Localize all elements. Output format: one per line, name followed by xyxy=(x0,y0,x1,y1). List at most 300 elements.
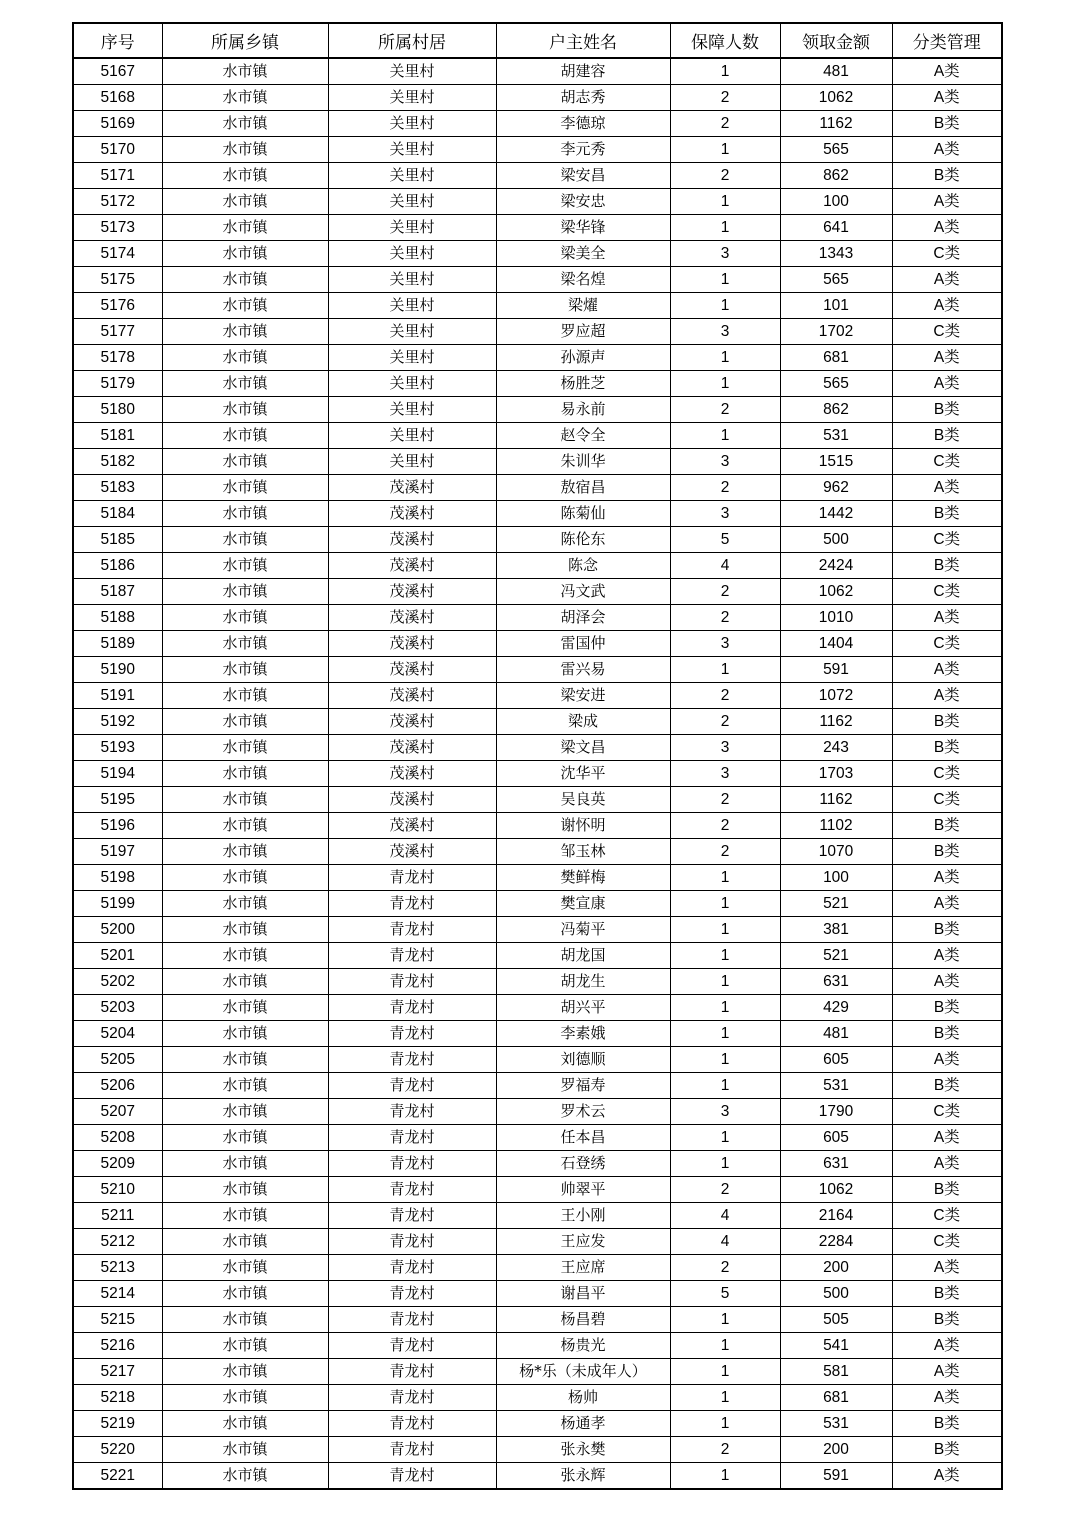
cell-village: 关里村 xyxy=(328,345,496,371)
cell-village: 茂溪村 xyxy=(328,657,496,683)
cell-category: A类 xyxy=(892,1359,1002,1385)
cell-category: B类 xyxy=(892,917,1002,943)
cell-index: 5215 xyxy=(73,1307,162,1333)
header-village: 所属村居 xyxy=(328,23,496,58)
cell-covered-persons: 1 xyxy=(670,657,780,683)
cell-covered-persons: 2 xyxy=(670,787,780,813)
cell-covered-persons: 2 xyxy=(670,605,780,631)
cell-village: 青龙村 xyxy=(328,1437,496,1463)
table-row xyxy=(73,891,1002,917)
cell-township: 水市镇 xyxy=(162,839,328,865)
cell-index: 5195 xyxy=(73,787,162,813)
cell-index: 5171 xyxy=(73,163,162,189)
cell-amount: 381 xyxy=(780,917,892,943)
cell-township: 水市镇 xyxy=(162,449,328,475)
cell-household-head: 胡泽会 xyxy=(496,605,670,631)
cell-covered-persons: 1 xyxy=(670,1359,780,1385)
cell-category: A类 xyxy=(892,605,1002,631)
cell-index: 5174 xyxy=(73,241,162,267)
cell-amount: 681 xyxy=(780,1385,892,1411)
cell-covered-persons: 1 xyxy=(670,1411,780,1437)
cell-amount: 565 xyxy=(780,267,892,293)
cell-index: 5180 xyxy=(73,397,162,423)
cell-category: C类 xyxy=(892,761,1002,787)
cell-household-head: 敖宿昌 xyxy=(496,475,670,501)
cell-village: 茂溪村 xyxy=(328,527,496,553)
table-row xyxy=(73,293,1002,319)
cell-covered-persons: 1 xyxy=(670,293,780,319)
cell-covered-persons: 5 xyxy=(670,527,780,553)
cell-amount: 101 xyxy=(780,293,892,319)
cell-household-head: 杨帅 xyxy=(496,1385,670,1411)
cell-index: 5196 xyxy=(73,813,162,839)
cell-amount: 962 xyxy=(780,475,892,501)
cell-covered-persons: 2 xyxy=(670,397,780,423)
cell-household-head: 胡龙国 xyxy=(496,943,670,969)
cell-index: 5170 xyxy=(73,137,162,163)
cell-township: 水市镇 xyxy=(162,215,328,241)
cell-township: 水市镇 xyxy=(162,1151,328,1177)
cell-covered-persons: 5 xyxy=(670,1281,780,1307)
cell-village: 茂溪村 xyxy=(328,709,496,735)
cell-village: 关里村 xyxy=(328,293,496,319)
cell-village: 青龙村 xyxy=(328,1229,496,1255)
table-row xyxy=(73,969,1002,995)
cell-township: 水市镇 xyxy=(162,241,328,267)
cell-covered-persons: 3 xyxy=(670,449,780,475)
cell-amount: 100 xyxy=(780,865,892,891)
cell-amount: 591 xyxy=(780,657,892,683)
table-row xyxy=(73,137,1002,163)
cell-village: 关里村 xyxy=(328,319,496,345)
cell-household-head: 李德琼 xyxy=(496,111,670,137)
header-category: 分类管理 xyxy=(892,23,1002,58)
cell-covered-persons: 1 xyxy=(670,1463,780,1490)
cell-amount: 2164 xyxy=(780,1203,892,1229)
cell-village: 关里村 xyxy=(328,215,496,241)
cell-amount: 1062 xyxy=(780,579,892,605)
cell-amount: 505 xyxy=(780,1307,892,1333)
cell-index: 5206 xyxy=(73,1073,162,1099)
cell-township: 水市镇 xyxy=(162,423,328,449)
cell-covered-persons: 2 xyxy=(670,839,780,865)
table-row xyxy=(73,267,1002,293)
cell-category: A类 xyxy=(892,1463,1002,1490)
cell-township: 水市镇 xyxy=(162,813,328,839)
cell-category: B类 xyxy=(892,1281,1002,1307)
table-row xyxy=(73,397,1002,423)
cell-index: 5186 xyxy=(73,553,162,579)
cell-amount: 1790 xyxy=(780,1099,892,1125)
cell-township: 水市镇 xyxy=(162,267,328,293)
cell-category: A类 xyxy=(892,137,1002,163)
cell-village: 关里村 xyxy=(328,85,496,111)
cell-township: 水市镇 xyxy=(162,1203,328,1229)
cell-index: 5175 xyxy=(73,267,162,293)
cell-township: 水市镇 xyxy=(162,371,328,397)
table-row xyxy=(73,423,1002,449)
cell-household-head: 王应发 xyxy=(496,1229,670,1255)
cell-village: 茂溪村 xyxy=(328,839,496,865)
cell-index: 5220 xyxy=(73,1437,162,1463)
table-row xyxy=(73,215,1002,241)
cell-township: 水市镇 xyxy=(162,553,328,579)
cell-index: 5187 xyxy=(73,579,162,605)
cell-village: 茂溪村 xyxy=(328,735,496,761)
cell-township: 水市镇 xyxy=(162,137,328,163)
table-row xyxy=(73,449,1002,475)
cell-household-head: 梁文昌 xyxy=(496,735,670,761)
header-township: 所属乡镇 xyxy=(162,23,328,58)
cell-township: 水市镇 xyxy=(162,709,328,735)
cell-category: B类 xyxy=(892,1021,1002,1047)
cell-covered-persons: 1 xyxy=(670,1333,780,1359)
cell-household-head: 胡兴平 xyxy=(496,995,670,1021)
cell-covered-persons: 1 xyxy=(670,267,780,293)
table-row xyxy=(73,111,1002,137)
table-row xyxy=(73,1333,1002,1359)
cell-township: 水市镇 xyxy=(162,1385,328,1411)
cell-index: 5208 xyxy=(73,1125,162,1151)
cell-township: 水市镇 xyxy=(162,111,328,137)
cell-index: 5190 xyxy=(73,657,162,683)
cell-category: C类 xyxy=(892,319,1002,345)
table-row xyxy=(73,163,1002,189)
cell-covered-persons: 4 xyxy=(670,1203,780,1229)
cell-household-head: 张永辉 xyxy=(496,1463,670,1490)
cell-amount: 1062 xyxy=(780,85,892,111)
table-row xyxy=(73,189,1002,215)
cell-category: A类 xyxy=(892,1047,1002,1073)
cell-village: 关里村 xyxy=(328,58,496,85)
cell-village: 青龙村 xyxy=(328,1125,496,1151)
cell-index: 5172 xyxy=(73,189,162,215)
table-row xyxy=(73,501,1002,527)
cell-household-head: 梁美全 xyxy=(496,241,670,267)
cell-covered-persons: 2 xyxy=(670,1437,780,1463)
cell-amount: 1162 xyxy=(780,787,892,813)
cell-household-head: 罗福寿 xyxy=(496,1073,670,1099)
cell-index: 5181 xyxy=(73,423,162,449)
cell-covered-persons: 1 xyxy=(670,137,780,163)
cell-village: 青龙村 xyxy=(328,1359,496,1385)
cell-index: 5200 xyxy=(73,917,162,943)
cell-village: 青龙村 xyxy=(328,1021,496,1047)
table-row xyxy=(73,241,1002,267)
cell-household-head: 冯文武 xyxy=(496,579,670,605)
cell-category: B类 xyxy=(892,735,1002,761)
cell-household-head: 胡建容 xyxy=(496,58,670,85)
table-header-row xyxy=(73,23,1002,58)
cell-category: B类 xyxy=(892,1411,1002,1437)
cell-household-head: 张永樊 xyxy=(496,1437,670,1463)
cell-category: A类 xyxy=(892,189,1002,215)
cell-amount: 1072 xyxy=(780,683,892,709)
cell-covered-persons: 1 xyxy=(670,58,780,85)
cell-village: 茂溪村 xyxy=(328,683,496,709)
cell-covered-persons: 1 xyxy=(670,423,780,449)
cell-household-head: 樊鲜梅 xyxy=(496,865,670,891)
table-row xyxy=(73,761,1002,787)
cell-village: 关里村 xyxy=(328,111,496,137)
cell-township: 水市镇 xyxy=(162,995,328,1021)
cell-amount: 541 xyxy=(780,1333,892,1359)
cell-index: 5176 xyxy=(73,293,162,319)
cell-category: C类 xyxy=(892,1203,1002,1229)
cell-category: C类 xyxy=(892,631,1002,657)
cell-covered-persons: 2 xyxy=(670,813,780,839)
cell-township: 水市镇 xyxy=(162,1411,328,1437)
cell-township: 水市镇 xyxy=(162,761,328,787)
cell-covered-persons: 1 xyxy=(670,969,780,995)
cell-category: B类 xyxy=(892,1437,1002,1463)
cell-household-head: 雷兴易 xyxy=(496,657,670,683)
table-row xyxy=(73,1047,1002,1073)
cell-household-head: 冯菊平 xyxy=(496,917,670,943)
cell-category: C类 xyxy=(892,579,1002,605)
cell-village: 关里村 xyxy=(328,449,496,475)
cell-covered-persons: 2 xyxy=(670,1177,780,1203)
cell-household-head: 梁华锋 xyxy=(496,215,670,241)
table-row xyxy=(73,631,1002,657)
cell-household-head: 陈伦东 xyxy=(496,527,670,553)
cell-household-head: 赵令全 xyxy=(496,423,670,449)
cell-covered-persons: 3 xyxy=(670,241,780,267)
cell-index: 5194 xyxy=(73,761,162,787)
cell-village: 茂溪村 xyxy=(328,579,496,605)
cell-category: B类 xyxy=(892,1307,1002,1333)
cell-household-head: 杨*乐（未成年人） xyxy=(496,1359,670,1385)
cell-township: 水市镇 xyxy=(162,917,328,943)
cell-township: 水市镇 xyxy=(162,579,328,605)
cell-amount: 1102 xyxy=(780,813,892,839)
cell-index: 5219 xyxy=(73,1411,162,1437)
cell-category: A类 xyxy=(892,943,1002,969)
cell-village: 茂溪村 xyxy=(328,553,496,579)
cell-village: 青龙村 xyxy=(328,1411,496,1437)
cell-township: 水市镇 xyxy=(162,1255,328,1281)
cell-household-head: 梁安昌 xyxy=(496,163,670,189)
table-row xyxy=(73,527,1002,553)
cell-household-head: 谢昌平 xyxy=(496,1281,670,1307)
cell-village: 青龙村 xyxy=(328,1099,496,1125)
cell-household-head: 梁安进 xyxy=(496,683,670,709)
cell-category: C类 xyxy=(892,241,1002,267)
cell-index: 5205 xyxy=(73,1047,162,1073)
cell-household-head: 杨通孝 xyxy=(496,1411,670,1437)
table-row xyxy=(73,1073,1002,1099)
cell-village: 青龙村 xyxy=(328,943,496,969)
cell-township: 水市镇 xyxy=(162,1281,328,1307)
cell-village: 关里村 xyxy=(328,267,496,293)
table-row xyxy=(73,709,1002,735)
cell-township: 水市镇 xyxy=(162,397,328,423)
cell-village: 关里村 xyxy=(328,137,496,163)
cell-township: 水市镇 xyxy=(162,1333,328,1359)
cell-covered-persons: 1 xyxy=(670,1125,780,1151)
cell-township: 水市镇 xyxy=(162,189,328,215)
cell-township: 水市镇 xyxy=(162,85,328,111)
cell-village: 茂溪村 xyxy=(328,475,496,501)
cell-category: B类 xyxy=(892,839,1002,865)
cell-index: 5179 xyxy=(73,371,162,397)
cell-covered-persons: 3 xyxy=(670,1099,780,1125)
table-row xyxy=(73,787,1002,813)
table-row xyxy=(73,839,1002,865)
cell-township: 水市镇 xyxy=(162,345,328,371)
cell-index: 5184 xyxy=(73,501,162,527)
cell-household-head: 石登绣 xyxy=(496,1151,670,1177)
cell-township: 水市镇 xyxy=(162,683,328,709)
cell-covered-persons: 3 xyxy=(670,761,780,787)
table-row xyxy=(73,1021,1002,1047)
cell-category: B类 xyxy=(892,423,1002,449)
cell-village: 茂溪村 xyxy=(328,605,496,631)
cell-category: A类 xyxy=(892,683,1002,709)
cell-household-head: 樊宣康 xyxy=(496,891,670,917)
cell-township: 水市镇 xyxy=(162,943,328,969)
cell-household-head: 王应席 xyxy=(496,1255,670,1281)
cell-index: 5182 xyxy=(73,449,162,475)
cell-covered-persons: 3 xyxy=(670,501,780,527)
table-row xyxy=(73,1229,1002,1255)
cell-village: 青龙村 xyxy=(328,865,496,891)
cell-household-head: 杨昌碧 xyxy=(496,1307,670,1333)
cell-index: 5214 xyxy=(73,1281,162,1307)
cell-category: A类 xyxy=(892,657,1002,683)
cell-village: 青龙村 xyxy=(328,969,496,995)
cell-amount: 200 xyxy=(780,1255,892,1281)
cell-index: 5204 xyxy=(73,1021,162,1047)
cell-township: 水市镇 xyxy=(162,1307,328,1333)
cell-category: A类 xyxy=(892,969,1002,995)
cell-covered-persons: 1 xyxy=(670,345,780,371)
cell-village: 青龙村 xyxy=(328,1385,496,1411)
cell-index: 5193 xyxy=(73,735,162,761)
table-row xyxy=(73,85,1002,111)
header-index: 序号 xyxy=(73,23,162,58)
cell-index: 5211 xyxy=(73,1203,162,1229)
cell-amount: 605 xyxy=(780,1125,892,1151)
cell-index: 5169 xyxy=(73,111,162,137)
cell-household-head: 杨胜芝 xyxy=(496,371,670,397)
table-row xyxy=(73,1255,1002,1281)
cell-household-head: 陈菊仙 xyxy=(496,501,670,527)
cell-amount: 1162 xyxy=(780,111,892,137)
cell-township: 水市镇 xyxy=(162,163,328,189)
cell-index: 5201 xyxy=(73,943,162,969)
cell-township: 水市镇 xyxy=(162,1073,328,1099)
cell-household-head: 刘德顺 xyxy=(496,1047,670,1073)
cell-covered-persons: 1 xyxy=(670,215,780,241)
cell-amount: 531 xyxy=(780,423,892,449)
cell-category: C类 xyxy=(892,527,1002,553)
cell-category: C类 xyxy=(892,449,1002,475)
cell-village: 青龙村 xyxy=(328,1177,496,1203)
cell-village: 关里村 xyxy=(328,241,496,267)
cell-amount: 1442 xyxy=(780,501,892,527)
cell-township: 水市镇 xyxy=(162,631,328,657)
cell-index: 5202 xyxy=(73,969,162,995)
cell-township: 水市镇 xyxy=(162,1177,328,1203)
table-row xyxy=(73,345,1002,371)
cell-index: 5197 xyxy=(73,839,162,865)
data-table xyxy=(72,22,1003,1490)
cell-amount: 1515 xyxy=(780,449,892,475)
cell-village: 茂溪村 xyxy=(328,787,496,813)
cell-category: A类 xyxy=(892,1333,1002,1359)
cell-index: 5189 xyxy=(73,631,162,657)
cell-category: B类 xyxy=(892,163,1002,189)
cell-household-head: 吴良英 xyxy=(496,787,670,813)
cell-covered-persons: 1 xyxy=(670,189,780,215)
cell-index: 5218 xyxy=(73,1385,162,1411)
cell-covered-persons: 2 xyxy=(670,475,780,501)
cell-amount: 500 xyxy=(780,1281,892,1307)
header-covered-persons: 保障人数 xyxy=(670,23,780,58)
cell-index: 5173 xyxy=(73,215,162,241)
cell-village: 青龙村 xyxy=(328,891,496,917)
cell-amount: 641 xyxy=(780,215,892,241)
table-row xyxy=(73,1307,1002,1333)
table-row xyxy=(73,58,1002,85)
cell-covered-persons: 1 xyxy=(670,371,780,397)
cell-covered-persons: 2 xyxy=(670,683,780,709)
cell-township: 水市镇 xyxy=(162,1437,328,1463)
table-row xyxy=(73,917,1002,943)
cell-category: B类 xyxy=(892,553,1002,579)
cell-index: 5185 xyxy=(73,527,162,553)
cell-amount: 100 xyxy=(780,189,892,215)
cell-category: B类 xyxy=(892,501,1002,527)
cell-amount: 1062 xyxy=(780,1177,892,1203)
cell-category: C类 xyxy=(892,1099,1002,1125)
table-row xyxy=(73,1463,1002,1490)
cell-category: B类 xyxy=(892,111,1002,137)
cell-amount: 1343 xyxy=(780,241,892,267)
cell-index: 5217 xyxy=(73,1359,162,1385)
cell-index: 5192 xyxy=(73,709,162,735)
cell-village: 茂溪村 xyxy=(328,501,496,527)
cell-village: 青龙村 xyxy=(328,917,496,943)
cell-household-head: 梁燿 xyxy=(496,293,670,319)
cell-amount: 500 xyxy=(780,527,892,553)
cell-category: A类 xyxy=(892,1125,1002,1151)
cell-index: 5167 xyxy=(73,58,162,85)
header-amount: 领取金额 xyxy=(780,23,892,58)
table-row xyxy=(73,1281,1002,1307)
cell-covered-persons: 1 xyxy=(670,865,780,891)
cell-household-head: 李元秀 xyxy=(496,137,670,163)
cell-village: 关里村 xyxy=(328,397,496,423)
cell-township: 水市镇 xyxy=(162,1047,328,1073)
cell-amount: 681 xyxy=(780,345,892,371)
cell-category: A类 xyxy=(892,865,1002,891)
cell-index: 5168 xyxy=(73,85,162,111)
cell-index: 5203 xyxy=(73,995,162,1021)
cell-covered-persons: 2 xyxy=(670,85,780,111)
cell-township: 水市镇 xyxy=(162,605,328,631)
table-row xyxy=(73,319,1002,345)
cell-village: 青龙村 xyxy=(328,1203,496,1229)
cell-amount: 862 xyxy=(780,397,892,423)
cell-covered-persons: 1 xyxy=(670,1151,780,1177)
cell-township: 水市镇 xyxy=(162,891,328,917)
cell-village: 关里村 xyxy=(328,163,496,189)
cell-covered-persons: 1 xyxy=(670,917,780,943)
cell-amount: 429 xyxy=(780,995,892,1021)
cell-township: 水市镇 xyxy=(162,501,328,527)
